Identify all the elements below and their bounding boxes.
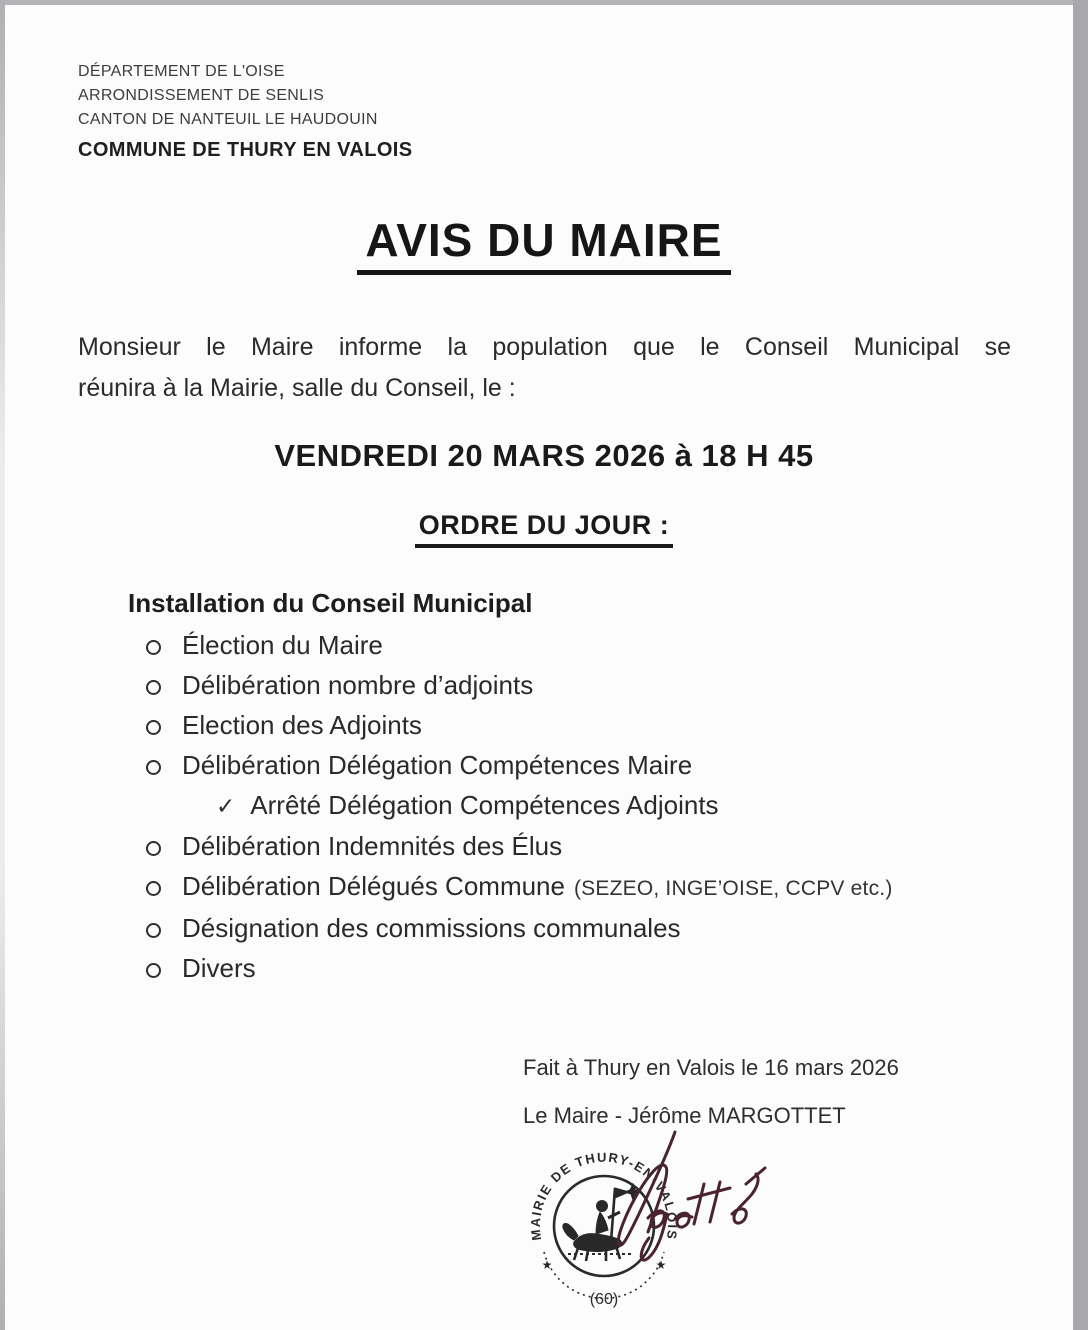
agenda-subitem-label: Arrêté Délégation Compétences Adjoints — [250, 790, 719, 820]
scan-edge-top — [0, 0, 1088, 5]
letterhead-canton: CANTON DE NANTEUIL LE HAUDOUIN — [78, 111, 378, 128]
circle-bullet-icon — [146, 760, 161, 775]
agenda-item-label: Délibération Délégation Compétences Maire — [182, 750, 693, 780]
checkmark-icon: ✓ — [216, 793, 236, 819]
meeting-datetime: VENDREDI 20 MARS 2026 à 18 H 45 — [274, 438, 814, 473]
notice-title-wrap — [0, 213, 1088, 275]
closing-signatory: Le Maire - Jérôme MARGOTTET — [523, 1103, 846, 1128]
agenda-item-label: Élection du Maire — [182, 630, 383, 660]
letterhead-arrondissement: ARRONDISSEMENT DE SENLIS — [78, 87, 325, 104]
intro-line-2: réunira à la Mairie, salle du Conseil, le : — [78, 374, 516, 402]
seal-department-code: (60) — [589, 1291, 619, 1308]
seal-star-right: ★ — [655, 1258, 667, 1272]
agenda-item — [140, 872, 1000, 903]
agenda-item-note: (SEZEO, INGE’OISE, CCPV etc.) — [573, 877, 893, 900]
circle-bullet-icon — [146, 963, 161, 978]
agenda-item-label: Désignation des commissions communales — [182, 913, 681, 943]
letterhead-commune: COMMUNE DE THURY EN VALOIS — [78, 139, 413, 161]
notice-title: AVIS DU MAIRE — [357, 213, 730, 275]
agenda-list — [140, 631, 1000, 994]
agenda-item — [140, 954, 1000, 983]
circle-bullet-icon — [146, 720, 161, 735]
agenda-item — [140, 914, 1000, 943]
scan-edge-right — [1073, 0, 1088, 1330]
agenda-section-title: Installation du Conseil Municipal — [128, 588, 533, 618]
closing-place-date: Fait à Thury en Valois le 16 mars 2026 — [523, 1055, 899, 1080]
seal-star-left: ★ — [541, 1258, 553, 1272]
agenda-item — [140, 631, 1000, 660]
agenda-item — [140, 671, 1000, 700]
agenda-item-label: Délibération nombre d’adjoints — [182, 670, 534, 700]
scan-edge-left — [0, 0, 5, 1330]
agenda-item-label: Election des Adjoints — [182, 710, 422, 740]
circle-bullet-icon — [146, 680, 161, 695]
agenda-heading-wrap — [0, 510, 1088, 548]
letterhead — [78, 60, 413, 162]
letterhead-departement: DÉPARTEMENT DE L'OISE — [78, 63, 285, 80]
agenda-heading: ORDRE DU JOUR : — [415, 510, 674, 548]
intro-line-1: Monsieur le Maire informe la population que le Conseil Municipal se — [78, 333, 1011, 361]
circle-bullet-icon — [146, 923, 161, 938]
circle-bullet-icon — [146, 640, 161, 655]
agenda-item-label: Divers — [182, 953, 256, 983]
intro-paragraph — [78, 327, 1011, 409]
agenda-item — [140, 832, 1000, 861]
agenda-item — [140, 751, 1000, 780]
seal-ring-text: MAIRIE DE THURY-EN-VALOIS — [527, 1149, 681, 1242]
agenda-subitem — [216, 791, 1000, 821]
agenda-item — [140, 711, 1000, 740]
circle-bullet-icon — [146, 841, 161, 856]
agenda-item-label: Délibération Indemnités des Élus — [182, 831, 563, 861]
circle-bullet-icon — [146, 881, 161, 896]
mayor-signature — [578, 1126, 768, 1276]
agenda-item-label: Délibération Délégués Commune — [182, 871, 565, 901]
